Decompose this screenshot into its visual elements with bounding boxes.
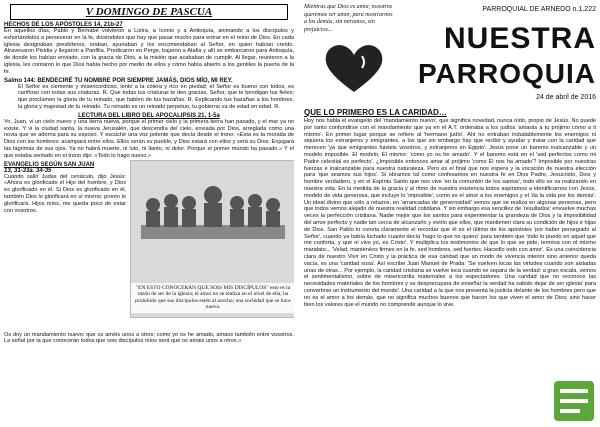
quote-text: Mientras que Dios es amor, nosotros queremos ser amor, para mostrarnos a los demás, sin miramos, sin prejuicios...	[304, 4, 393, 33]
gospel-text-block	[4, 160, 126, 215]
gospel-heading: EVANGELIO SEGÚN SAN JUAN	[4, 161, 95, 168]
quote-box	[304, 4, 394, 94]
logo-icon	[552, 379, 596, 423]
last-supper-image	[130, 160, 294, 318]
parish-number: PARROQUIAL DE ARNEDO n.1.222	[482, 6, 596, 13]
sunday-banner: V DOMINGO DE PASCUA	[10, 4, 288, 20]
title-line-1: NUESTRA	[443, 22, 596, 55]
reading-heading: LECTURA DEL LIBRO DEL APOCALIPSIS 21, 1-5a	[78, 112, 220, 119]
gospel-text: Cuando salió Judas del cenáculo, dijo Jesús: «Ahora es glorificado el Hijo del hombre, y Dios es glorificado en él. Si Dios es glorificado en él, también Dios lo glorificará en sí mismo: pronto lo glorificará. Hijos míos, me queda poco de estar con vosotros.	[4, 173, 126, 214]
image-caption: "EN ESTO CONOCERÁN QUE SOIS MIS DISCÍPULOS" esto es la razón de ser de la iglesia; el amor no se realiza en el nivel de ella, ha prohibido que sus discípulos estén al acecho; una sociedad que se hace nueva.	[131, 283, 294, 313]
title-line-2: PARROQUIA	[417, 58, 596, 89]
acts-heading: HECHOS DE LOS APÓSTOLES 14, 21b-27	[4, 22, 123, 28]
reading-text: Yo, Juan, vi un cielo nuevo y una tierra nueva, porque el primer cielo y la primera tierra han pasado, y el mar ya no existe. Y vi la ciudad santa, la nueva Jerusalén, que descendía del cielo, enviada por Dios, arreglada como una novia que se adorna para su esposo. Y escuché una voz potente que decía desde el trono: «Ésta es la morada de Dios con los hombres: acampará entre ellos. Ellos serán su pueblo, y Dios estará con ellos y será su Dios. Enjugará las lágrimas de sus ojos. Ya no habrá muerte, ni luto, ni llanto, ni dolor. Porque el primer mundo ha pasado.» Y el que estaba sentado en el trono dijo: «Todo lo hago nuevo.»	[4, 118, 294, 159]
article-text: Hoy nos habla el evangelio del 'mandamiento nuevo', que significa novedad, nunca oído, propio de Jesús. No puede por tanto confundirse con el mandamiento que ya en el A.T. ordenaba a los judíos 'amarás a tu prójimo como a ti mismo'. En primer lugar porque se refiere al 'hermano judío'. Ahí no entraban indudablemente los enemigos ni siquiera los extranjeros y emigrantes, a los que sin embargo hay que recibir y ayudar y tratar con la caridad que merecen 'ya que emigrantes fuisteis vosotros, y extranjeros en Egipto'. Jesús pone un baremo inalcanzable y un modelo imposible. El modelo, Él mismo: 'como yo os he amado'. Y el baremo está en el 'sed perfectos como mi Padre celestial es perfecto'. ¿Imposible entonces amar al prójimo 'como Él nos ha amado'? Imposible por nuestras fuerzas e inalcanzable para nuestra naturaleza. Pero es el final que nos espera y la vocación de nuestra elección para 'que seamos sus hijos'. Si obramos tal como confesamos en nuestra fe en Dios Padre, Jesucristo, Dios y hombre verdadero, y en el Espíritu Santo que nos vive 'en la comunión de los santos', todo ello se va realizando en nuestra vida. En la medida de la gracia y al ritmo de nuestra existencia todos aspiramos a identificarnos con Jesús, modelo de vida generosa, que incluye lo 'imposible', como es el amor a los enemigos y el 'da la vida por los demás'. Un ideal divino que sólo a retazos, en 'arrancadas de generosidad' vemos que se realiza en algunas personas, pero que todos vemos alejado de nuestra realidad cotidiana. Y sin embargo esa sencillez de 'resultados' envuelve muchas veces la perfección cristiana. Nadie mejor que los santos para experimentar la grandeza de Dios y la imposibilidad del amor perfecto y nadie tan cerca de alcanzarlo y vivirlo que ellos, que mantienen clara su condición de hijos e hijas de Dios. San Pablo lo coneta claramente el recordar que él es el último de los apóstoles 'por haber perseguido al Señor', cuando ya había luchado cuanto decía 'hago lo que no quiero' para también que 'todo lo puedo en aquel que me conforta, y que ni vivo yo, es Cristo'. Y multiplica los testimonios de que lo que se pide, termina con el mismo mandato... 'Velad, mantenéos firmes en la fe, sed hombres, sed fuertes. Hacedlo todo con amor'. Es una coincidencia clara de nuestro Vivir en Cristo y la práctica de esa caridad que un modo de vivencia interior sino anterior queda vacía, es una 'caridad sosa'. Así escribe Juan Manuel de Prada: 'Se vuelven locas las virtudes cuando son aisladas unas de otras... Por ejemplo, la caridad cristiana se vuelve loca cuando se separa de la verdad: a gran escala, vemos el sentimentalismo, sobre de misericordia maternales a los espectadores. Una caridad que no reconoce las necesidades materiales de los hombres y se desprecupara de enseñar la verdad ha sabido dejar de ser iglesia' para convertirse un instrumento del mundo'. Una caridad a la que nos presenta la justicia delante de los hombres pero que no es el amor a los demás, que no significa muchos buenos que hacen los que viven el amor de Dios; sino hacer bien los valores que el mundo no comprende aunque lo vive.	[304, 118, 596, 308]
psalm-heading: Salmo 144: BENDECIRÉ TU NOMBRE POR SIEMPRE JAMÁS, DIOS MÍO, MI REY.	[4, 77, 233, 84]
acts-text: En aquellos días, Pablo y Bernabé volvieron a Listra, a Iconio y a Antioquía, animando a los discípulos y exhortándolos a perseverar en la fe, diciéndoles que hay que pasar mucho para entrar en el reino de Dios. En cada iglesia designaban presbíteros, oraban, ayunaban y los encomendaban al Señor, en quien habían creído. Atravesaron Pisidia y llegaron a Panfilia. Predicaron en Perge, bajaron a Atalía y allí se embarcaron para Antioquía, de donde los habían enviado, con la gracia de Dios, a la misión que acababan de cumplir. Al llegar, reunieron a la iglesia, les contaron lo que Dios había hecho por medio de ellos y cómo había abierto a los gentiles la puerta de la fe.	[4, 28, 294, 75]
heart-icon	[322, 42, 386, 94]
gospel-ending: Os doy un mandamiento nuevo: que os améis unos a otros; como yo os he amado, amaos también entre vosotros. La señal por la que conocerán todos que sois discípulos míos será que os amáis unos a otros.»	[4, 331, 294, 345]
issue-date: 24 de abril de 2016	[536, 94, 596, 101]
article-title: QUE LO PRIMERO ES LA CARIDAD…	[304, 108, 447, 117]
gospel-section	[4, 160, 294, 330]
psalm-text: El Señor es clemente y misericordioso, lento a la cólera y rico en piedad; el Señor es bueno con todos, es cariñoso con todas sus criaturas. R. Que todas tus criaturas te den gracias, Señor, que te bendigan tus fieles; que proclamen la gloria de tu reinado, que hablen de tus hazañas. R. Explicando tus hazañas a los hombres, la gloria y majestad de tu reinado. Tu reinado es un reinado perpetuo, tu gobierno va de edad en edad. R.	[18, 83, 294, 110]
readings-column	[4, 4, 294, 423]
gospel-reference: 13, 31-33a. 34-35	[4, 167, 52, 174]
bulletin-front	[304, 4, 596, 423]
